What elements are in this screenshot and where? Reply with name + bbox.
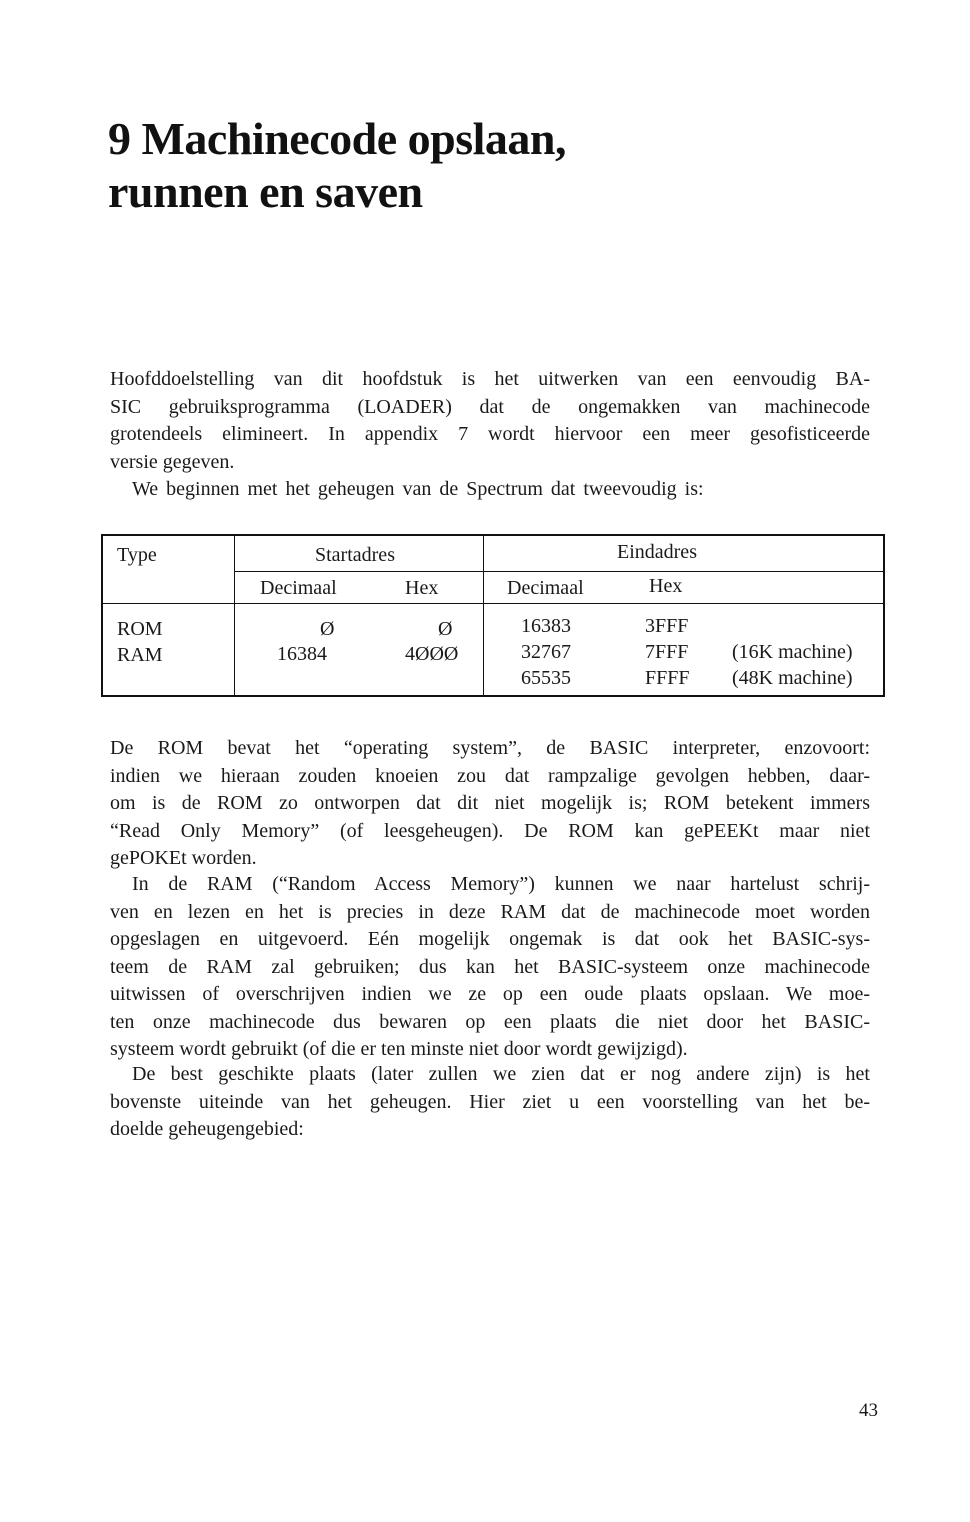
text-line: ten onze machinecode dus bewaren op een plaats die niet door het BASIC-	[110, 1010, 870, 1033]
text-line: versie gegeven.	[110, 450, 235, 473]
text-line: ven en lezen en het is precies in deze RAM dat de machinecode moet worden	[110, 900, 870, 923]
table-divider	[234, 571, 883, 572]
row-end-hex: FFFF	[645, 667, 690, 689]
body-paragraph-memory-area	[110, 1061, 870, 1144]
table-divider	[103, 603, 883, 604]
row-end-decimal: 16383	[521, 615, 571, 637]
subheader-decimal-end: Decimaal	[507, 577, 584, 599]
table-divider	[483, 536, 484, 695]
intro-paragraph	[110, 366, 870, 476]
text-line: uitwissen of overschrijven indien we ze op een oude plaats opslaan. We moe-	[110, 983, 870, 1005]
text-line: doelde geheugengebied:	[110, 1118, 304, 1140]
row-start-decimal: Ø	[320, 618, 335, 640]
text-line: In de RAM (“Random Access Memory”) kunnen we naar hartelust schrij-	[132, 873, 870, 895]
text-line: gePOKEt worden.	[110, 847, 257, 869]
chapter-title	[108, 112, 868, 218]
text-line: bovenste uiteinde van het geheugen. Hier ziet u een voorstelling van het be-	[110, 1090, 870, 1113]
row-start-decimal: 16384	[277, 643, 327, 665]
text-line: grotendeels elimineert. In appendix 7 wordt hiervoor een meer gesofisticeerde	[110, 423, 870, 445]
row-type-ram: RAM	[117, 644, 163, 666]
subheader-hex-end: Hex	[649, 575, 683, 597]
header-type: Type	[117, 544, 157, 566]
row-start-hex: 4ØØØ	[405, 643, 459, 665]
page-number: 43	[859, 1400, 878, 1421]
text-line: “Read Only Memory” (of leesgeheugen). De ROM kan gePEEKt maar niet	[110, 819, 870, 842]
text-line: We beginnen met het geheugen van de Spectrum dat tweevoudig is:	[132, 478, 704, 500]
header-eindadres: Eindadres	[617, 541, 697, 563]
row-start-hex: Ø	[438, 618, 453, 640]
table-divider	[234, 536, 235, 695]
body-paragraph-ram	[110, 871, 870, 1064]
memory-map-table	[101, 534, 885, 697]
text-line: indien we hieraan zouden knoeien zou dat rampzalige gevolgen hebben, daar-	[110, 764, 870, 787]
row-note: (16K machine)	[732, 641, 853, 663]
chapter-title-line-2: runnen en saven	[108, 166, 423, 217]
row-end-hex: 7FFF	[645, 641, 689, 663]
header-startadres: Startadres	[315, 544, 395, 566]
intro-paragraph-2	[110, 476, 870, 504]
text-line: Hoofddoelstelling van dit hoofdstuk is het uitwerken van een eenvoudig BA-	[110, 368, 870, 390]
text-line: om is de ROM zo ontworpen dat dit niet mogelijk is; ROM betekent immers	[110, 792, 870, 814]
subheader-decimal-start: Decimaal	[260, 577, 337, 599]
row-end-hex: 3FFF	[645, 615, 689, 637]
body-paragraph-rom	[110, 735, 870, 873]
row-type-rom: ROM	[117, 618, 163, 640]
text-line: systeem wordt gebruikt (of die er ten minste niet door wordt gewijzigd).	[110, 1038, 688, 1060]
text-line: SIC gebruiksprogramma (LOADER) dat de ongemakken van machinecode	[110, 395, 870, 418]
subheader-hex-start: Hex	[405, 577, 439, 599]
row-end-decimal: 32767	[521, 641, 571, 663]
row-note: (48K machine)	[732, 667, 853, 689]
row-end-decimal: 65535	[521, 667, 571, 689]
text-line: De ROM bevat het “operating system”, de BASIC interpreter, enzovoort:	[110, 737, 870, 759]
text-line: opgeslagen en uitgevoerd. Eén mogelijk ongemak is dat ook het BASIC-sys-	[110, 928, 870, 950]
chapter-title-line-1: 9 Machinecode opslaan,	[108, 113, 566, 164]
text-line: De best geschikte plaats (later zullen we zien dat er nog andere zijn) is het	[132, 1063, 870, 1085]
text-line: teem de RAM zal gebruiken; dus kan het BASIC-systeem onze machinecode	[110, 955, 870, 978]
